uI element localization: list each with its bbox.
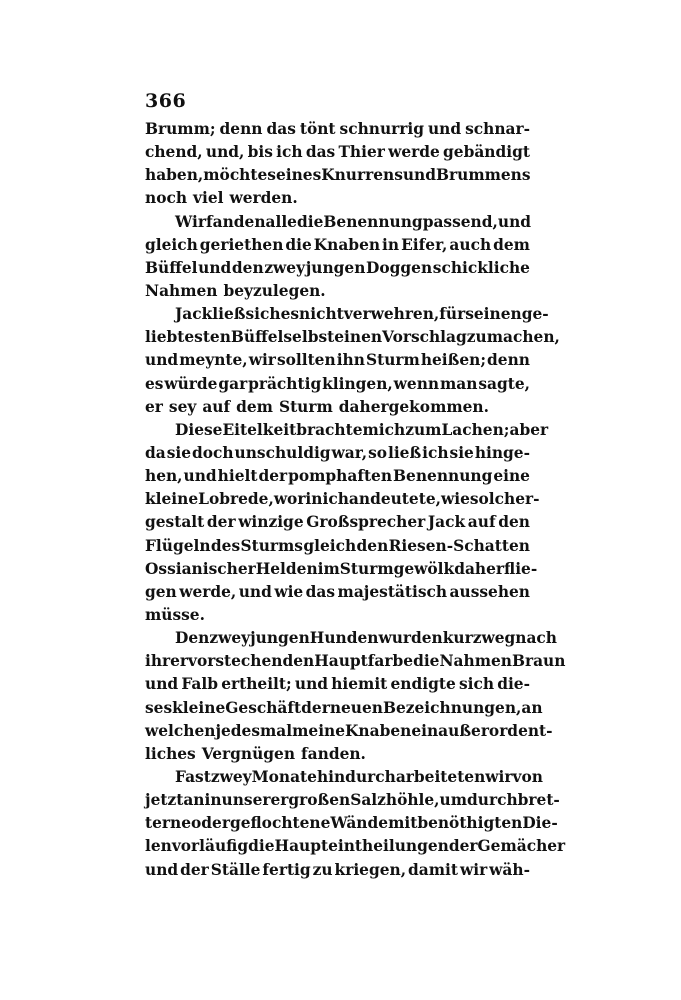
page-number: 366 bbox=[145, 90, 187, 112]
text-line: es würde gar prächtig klingen, wenn man sagte, bbox=[145, 374, 530, 393]
text-line: und der Ställe fertig zu kriegen, damit wir wäh- bbox=[145, 860, 530, 879]
text-line: er sey auf dem Sturm dahergekommen. bbox=[145, 397, 489, 416]
text-line: kleine Lobrede, worin ich andeutete, wie solcher- bbox=[145, 490, 540, 509]
text-line: Brumm; denn das tönt schnurrig und schnar- bbox=[145, 120, 530, 138]
text-line: ihrer vorstechenden Hauptfarbe die Nahmen Braun bbox=[145, 652, 566, 671]
text-line: Diese Eitelkeit brachte mich zum Lachen; aber bbox=[175, 420, 549, 439]
text-line: Den zwey jungen Hunden wurden kurzweg nach bbox=[175, 629, 557, 648]
text-line: Fast zwey Monate hindurch arbeiteten wir von bbox=[175, 767, 543, 786]
text-line: gestalt der winzige Großsprecher Jack auf den bbox=[145, 513, 530, 532]
text-line: Büffel und den zwey jungen Doggen schickliche bbox=[145, 258, 530, 277]
text-line: ses kleine Geschäft der neuen Bezeichnungen, an bbox=[145, 698, 543, 717]
text-line: haben, möchte seines Knurrens und Brummens bbox=[145, 166, 531, 185]
text-line: da sie doch unschuldig war, so ließ ich sie hinge- bbox=[145, 443, 530, 462]
text-line: noch viel werden. bbox=[145, 189, 298, 208]
text-line: Nahmen beyzulegen. bbox=[145, 281, 326, 300]
text-line: gen werde, und wie das majestätisch aussehen bbox=[145, 582, 530, 601]
text-line: liebtesten Büffel selbst einen Vorschlag zu machen, bbox=[145, 328, 560, 347]
text-line: Wir fanden alle die Benennung passend, und bbox=[175, 212, 532, 231]
text-line: Ossianischer Helden im Sturmgewölk daher flie- bbox=[145, 559, 538, 578]
text-line: jetzt an in unserer großen Salzhöhle, um durch bret- bbox=[145, 791, 560, 810]
text-line: und Falb ertheilt; und hiemit endigte sich die- bbox=[145, 675, 530, 694]
text-line: welchen jedesmal meine Knaben ein außerordent- bbox=[145, 721, 553, 740]
text-line: len vorläufig die Haupteintheilungen der Gemächer bbox=[145, 837, 566, 856]
text-line: Flügeln des Sturms gleich den Riesen-Schatten bbox=[145, 536, 530, 555]
body-text bbox=[145, 120, 566, 884]
text-line: und meynte, wir sollten ihn Sturm heißen; denn bbox=[145, 351, 530, 370]
text-line: gleich geriethen die Knaben in Eifer, auch dem bbox=[145, 235, 530, 254]
text-line: müsse. bbox=[145, 605, 205, 624]
text-line: hen, und hielt der pomphaften Benennung eine bbox=[145, 467, 530, 486]
text-line: chend, und, bis ich das Thier werde gebändigt bbox=[145, 143, 530, 162]
text-line: terne oder geflochtene Wände mit benöthigten Die- bbox=[145, 814, 558, 833]
text-line: liches Vergnügen fanden. bbox=[145, 744, 366, 763]
text-line: Jack ließ sich es nicht verwehren, für seinen ge- bbox=[175, 305, 549, 324]
